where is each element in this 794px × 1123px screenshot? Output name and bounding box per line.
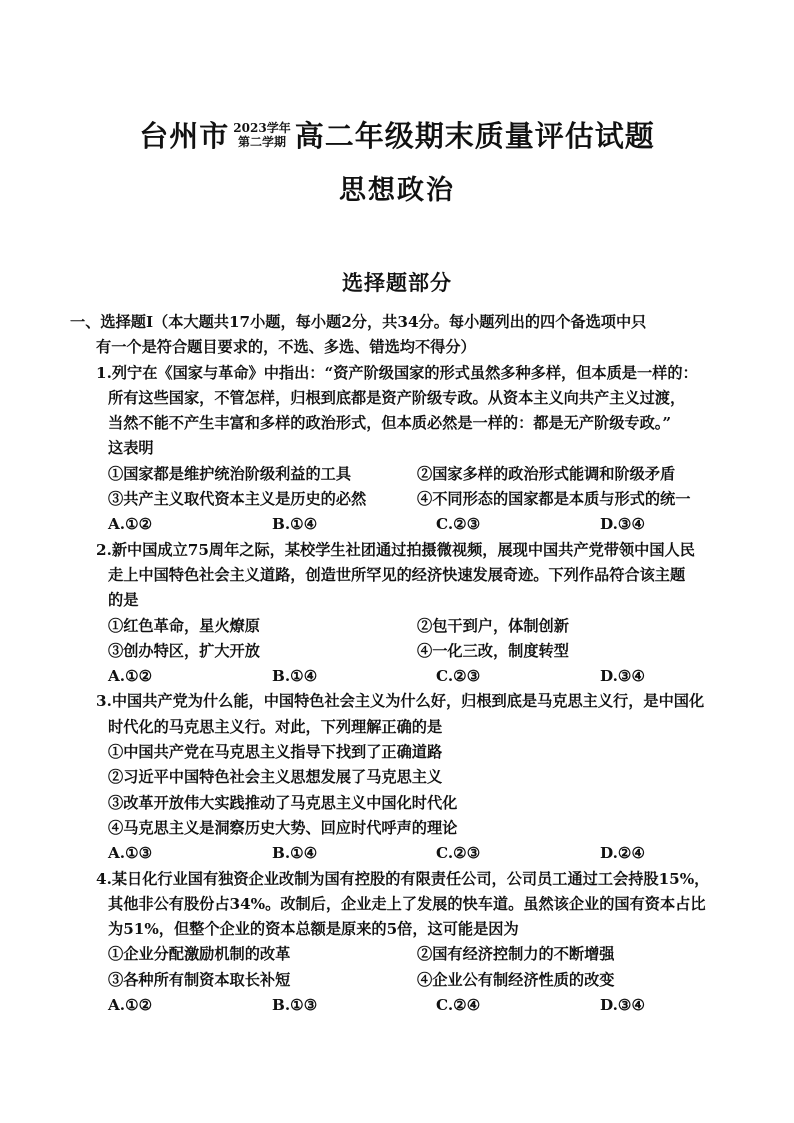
question-1-option-2: ②国家多样的政治形式能调和阶级矛盾 <box>417 464 676 483</box>
question-2-option-4: ④一化三改，制度转型 <box>417 641 569 660</box>
question-2-answers <box>96 664 726 689</box>
question-4-option-3: ③各种所有制资本取长补短 <box>108 970 291 989</box>
question-4-options-row <box>96 942 726 967</box>
question-2-stem-line: 走上中国特色社会主义道路，创造世所罕见的经济快速发展奇迹。下列作品符合该主题 <box>108 565 686 584</box>
section-header <box>70 310 726 361</box>
question-2-stem-line: 的是 <box>108 591 139 610</box>
answer-d: D.③④ <box>600 515 646 534</box>
question-1-stem-line: 当然不能不产生丰富和多样的政治形式，但本质必然是一样的：都是无产阶级专政。” <box>108 414 672 433</box>
title-year-bottom: 第二学期 <box>237 134 286 149</box>
answer-d: D.②④ <box>600 844 646 863</box>
title-main: 高二年级期末质量评估试题 <box>294 119 655 153</box>
exam-title <box>0 114 794 155</box>
question-4-answers <box>96 993 726 1018</box>
answer-c: C.②③ <box>436 667 481 686</box>
section-label: 一、选择题Ⅰ <box>70 313 154 331</box>
answer-c: C.②④ <box>436 996 481 1015</box>
question-1 <box>96 361 726 538</box>
question-1-option-4: ④不同形态的国家都是本质与形式的统一 <box>417 490 691 509</box>
question-2-option-1: ①红色革命，星火燎原 <box>108 616 260 635</box>
question-3-option-3: ③改革开放伟大实践推动了马克思主义中国化时代化 <box>108 793 458 812</box>
question-3-option-4: ④马克思主义是洞察历史大势、回应时代呼声的理论 <box>108 818 458 837</box>
answer-a: A.①② <box>108 667 153 686</box>
answer-d: D.③④ <box>600 667 646 686</box>
question-4-option-2: ②国有经济控制力的不断增强 <box>417 945 615 964</box>
answer-b: B.①③ <box>272 996 318 1015</box>
question-2 <box>96 538 726 690</box>
answer-b: B.①④ <box>272 667 318 686</box>
answer-c: C.②③ <box>436 844 481 863</box>
answer-a: A.①③ <box>108 844 153 863</box>
question-1-option-3: ③共产主义取代资本主义是历史的必然 <box>108 490 367 509</box>
question-4-stem-line: 4.某日化行业国有独资企业改制为国有控股的有限责任公司，公司员工通过工会持股15%， <box>96 869 710 888</box>
title-city: 台州市 <box>139 119 230 153</box>
question-1-stem-line: 1.列宁在《国家与革命》中指出：“资产阶级国家的形式虽然多种多样，但本质是一样的： <box>96 363 698 382</box>
section-desc-1: （本大题共17小题，每小题2分，共34分。每小题列出的四个备选项中只 <box>153 313 647 331</box>
question-3-option-1: ①中国共产党在马克思主义指导下找到了正确道路 <box>108 743 443 762</box>
question-3 <box>96 689 726 866</box>
answer-a: A.①② <box>108 515 153 534</box>
section-line-1 <box>70 310 726 335</box>
title-year-top: 2023学年 <box>233 120 291 135</box>
question-4-option-1: ①企业分配激励机制的改革 <box>108 945 291 964</box>
question-4-options-row <box>96 968 726 993</box>
subject-title: 思想政治 <box>339 175 455 206</box>
question-2-option-3: ③创办特区，扩大开放 <box>108 641 260 660</box>
answer-d: D.③④ <box>600 996 646 1015</box>
question-2-options-row <box>96 614 726 639</box>
question-3-answers <box>96 841 726 866</box>
question-1-answers <box>96 512 726 537</box>
question-3-option-2: ②习近平中国特色社会主义思想发展了马克思主义 <box>108 768 443 787</box>
answer-b: B.①④ <box>272 844 318 863</box>
question-2-stem-line: 2.新中国成立75周年之际，某校学生社团通过拍摄微视频，展现中国共产党带领中国人民 <box>96 540 695 559</box>
answer-b: B.①④ <box>272 515 318 534</box>
question-2-options-row <box>96 639 726 664</box>
question-1-stem-line: 这表明 <box>108 439 154 458</box>
questions-content <box>70 310 726 1018</box>
question-4-stem-line: 其他非公有股份占34%。改制后，企业走上了发展的快车道。虽然该企业的国有资本占比 <box>108 894 706 913</box>
question-1-options-row <box>96 487 726 512</box>
question-4-stem-line: 为51%，但整个企业的资本总额是原来的5倍，这可能是因为 <box>108 920 519 939</box>
question-2-option-2: ②包干到户，体制创新 <box>417 616 569 635</box>
question-3-stem-line: 3.中国共产党为什么能，中国特色社会主义为什么好，归根到底是马克思主义行，是中国化 <box>96 692 705 711</box>
question-4-option-4: ④企业公有制经济性质的改变 <box>417 970 615 989</box>
question-1-options-row <box>96 462 726 487</box>
question-1-option-1: ①国家都是维护统治阶级利益的工具 <box>108 464 351 483</box>
answer-c: C.②③ <box>436 515 481 534</box>
section-line-2: 有一个是符合题目要求的，不选、多选、错选均不得分） <box>96 338 476 357</box>
title-year-block <box>233 121 290 149</box>
answer-a: A.①② <box>108 996 153 1015</box>
question-1-stem-line: 所有这些国家，不管怎样，归根到底都是资产阶级专政。从资本主义向共产主义过渡， <box>108 388 686 407</box>
question-4 <box>96 867 726 1019</box>
part-title: 选择题部分 <box>342 270 452 295</box>
question-3-stem-line: 时代化的马克思主义行。对此，下列理解正确的是 <box>108 717 443 736</box>
